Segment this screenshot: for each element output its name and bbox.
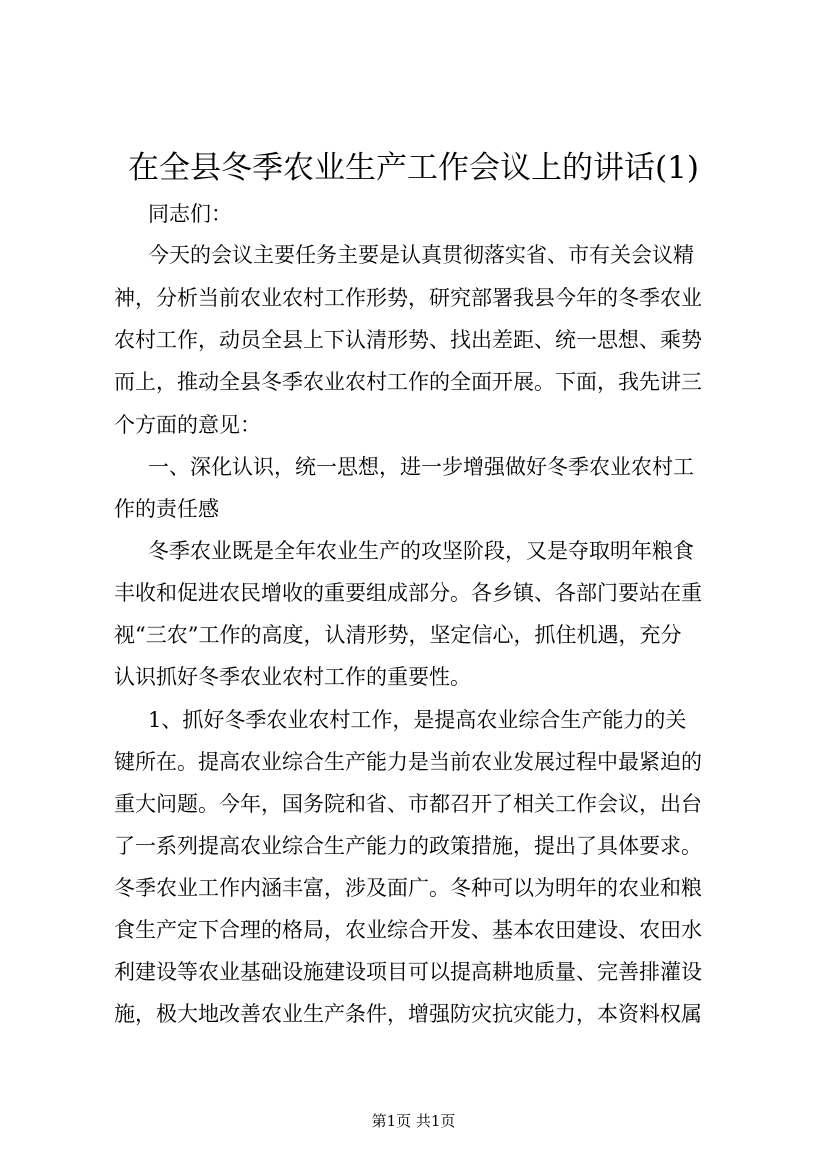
body-line: 丰收和促进农民增收的重要组成部分。各乡镇、各部门要站在重 xyxy=(114,581,702,605)
body-line: 农村工作，动员全县上下认清形势、找出差距、统一思想、乘势 xyxy=(114,328,702,352)
body-line: 神，分析当前农业农村工作形势，研究部署我县今年的冬季农业 xyxy=(114,286,702,310)
section-heading: 一、深化认识，统一思想，进一步增强做好冬季农业农村工 xyxy=(148,455,694,479)
body-line: 认识抓好冬季农业农村工作的重要性。 xyxy=(114,665,471,689)
body-line: 利建设等农业基础设施建设项目可以提高耕地质量、完善排灌设 xyxy=(114,960,702,984)
body-line: 而上，推动全县冬季农业农村工作的全面开展。下面，我先讲三 xyxy=(114,370,702,394)
body-line: 食生产定下合理的格局，农业综合开发、基本农田建设、农田水 xyxy=(114,918,702,942)
body-line: 冬季农业既是全年农业生产的攻坚阶段，又是夺取明年粮食 xyxy=(148,539,694,563)
section-heading: 作的责任感 xyxy=(114,497,219,521)
body-line: 键所在。提高农业综合生产能力是当前农业发展过程中最紧迫的 xyxy=(114,750,702,774)
salutation: 同志们： xyxy=(148,202,232,226)
body-line: 个方面的意见： xyxy=(114,413,261,437)
body-line: 了一系列提高农业综合生产能力的政策措施，提出了具体要求。 xyxy=(114,834,702,858)
body-line: 1、抓好冬季农业农村工作，是提高农业综合生产能力的关 xyxy=(148,708,687,732)
body-line: 冬季农业工作内涵丰富，涉及面广。冬种可以为明年的农业和粮 xyxy=(114,876,702,900)
body-line: 今天的会议主要任务主要是认真贯彻落实省、市有关会议精 xyxy=(148,243,694,267)
page-footer: 第1页 共1页 xyxy=(371,1112,456,1130)
body-line: 视“三农”工作的高度，认清形势，坚定信心，抓住机遇，充分 xyxy=(114,623,682,647)
body-line: 重大问题。今年，国务院和省、市都召开了相关工作会议，出台 xyxy=(114,792,702,816)
document-title: 在全县冬季农业生产工作会议上的讲话(1) xyxy=(128,150,699,186)
body-line: 施，极大地改善农业生产条件，增强防灾抗灾能力，本资料权属 xyxy=(114,1002,702,1026)
